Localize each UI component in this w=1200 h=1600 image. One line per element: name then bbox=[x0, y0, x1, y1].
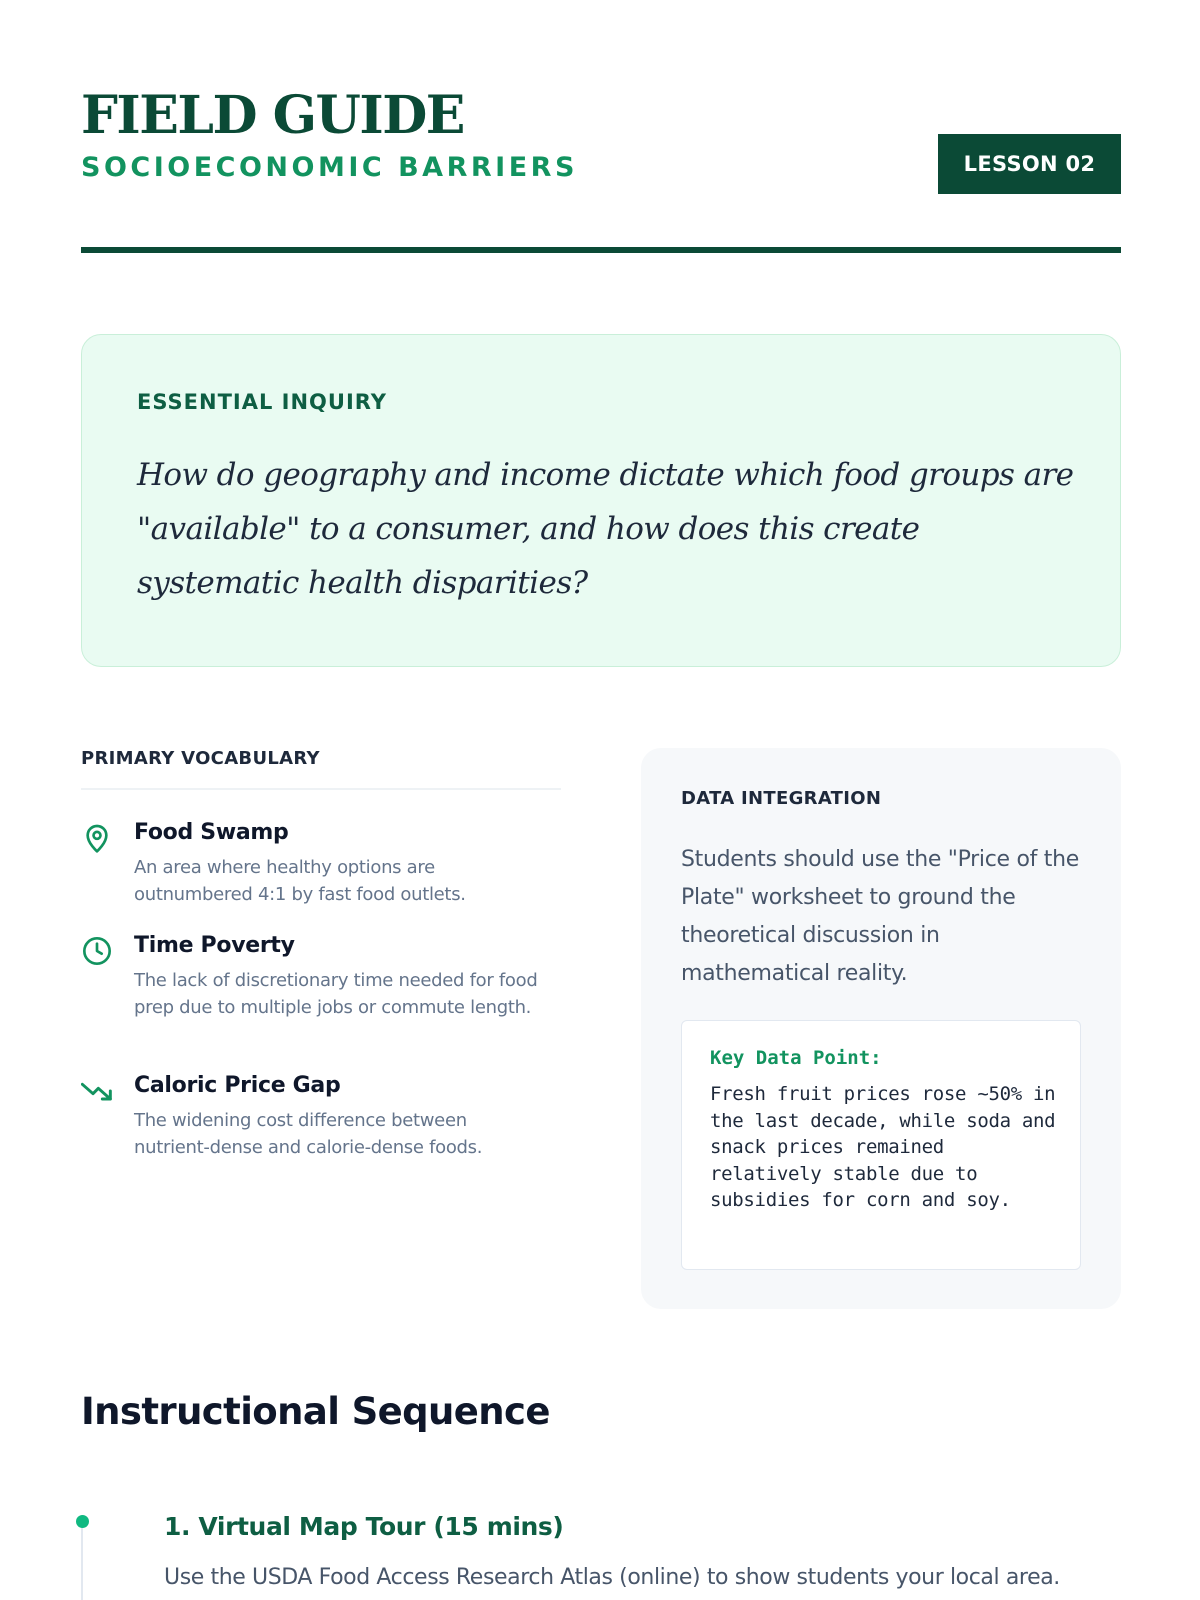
key-data-point-text: Fresh fruit prices rose ~50% in the last decade, while soda and snack prices remained relatively stable due to subsidies for corn and soy. bbox=[710, 1083, 1067, 1211]
step-title: 1. Virtual Map Tour (15 mins) bbox=[164, 1512, 564, 1541]
vocabulary-divider bbox=[81, 788, 561, 790]
vocab-term: Food Swamp bbox=[134, 820, 289, 845]
map-pin-icon bbox=[81, 822, 113, 854]
step-description: Use the USDA Food Access Research Atlas (online) to show students your local area. bbox=[164, 1565, 1060, 1590]
vocab-definition: The widening cost difference between nutrient-dense and calorie-dense foods. bbox=[134, 1110, 483, 1158]
page-subtitle: SOCIOECONOMIC BARRIERS bbox=[81, 152, 578, 183]
vocab-term: Time Poverty bbox=[134, 933, 295, 958]
instructional-sequence-heading: Instructional Sequence bbox=[81, 1390, 550, 1433]
key-data-point-box bbox=[681, 1020, 1081, 1270]
essential-inquiry-card bbox=[81, 334, 1121, 667]
page-title: FIELD GUIDE bbox=[81, 85, 464, 146]
data-integration-text: Students should use the "Price of the Plate" worksheet to ground the theoretical discussion in mathematical reality. bbox=[681, 847, 1079, 986]
vocab-definition: The lack of discretionary time needed for food prep due to multiple jobs or commute length. bbox=[134, 970, 538, 1018]
vocab-definition: An area where healthy options are outnumbered 4:1 by fast food outlets. bbox=[134, 857, 466, 905]
clock-icon bbox=[81, 935, 113, 967]
header-divider bbox=[81, 247, 1121, 253]
primary-vocabulary-label: PRIMARY VOCABULARY bbox=[81, 748, 320, 769]
timeline-dot bbox=[76, 1515, 89, 1528]
key-data-point-title: Key Data Point: bbox=[710, 1047, 882, 1069]
data-integration-label: DATA INTEGRATION bbox=[681, 788, 882, 809]
primary-vocabulary-section bbox=[81, 748, 561, 1158]
page-header bbox=[81, 86, 1121, 256]
data-integration-card bbox=[641, 748, 1121, 1309]
vocab-term: Caloric Price Gap bbox=[134, 1073, 341, 1098]
essential-inquiry-label: ESSENTIAL INQUIRY bbox=[137, 390, 387, 414]
lesson-badge: LESSON 02 bbox=[938, 134, 1121, 194]
essential-inquiry-question: How do geography and income dictate which food groups are "available" to a consumer, and how does this create systematic health disparities? bbox=[137, 457, 1074, 601]
trending-down-icon bbox=[81, 1075, 113, 1107]
timeline-line bbox=[81, 1526, 83, 1600]
